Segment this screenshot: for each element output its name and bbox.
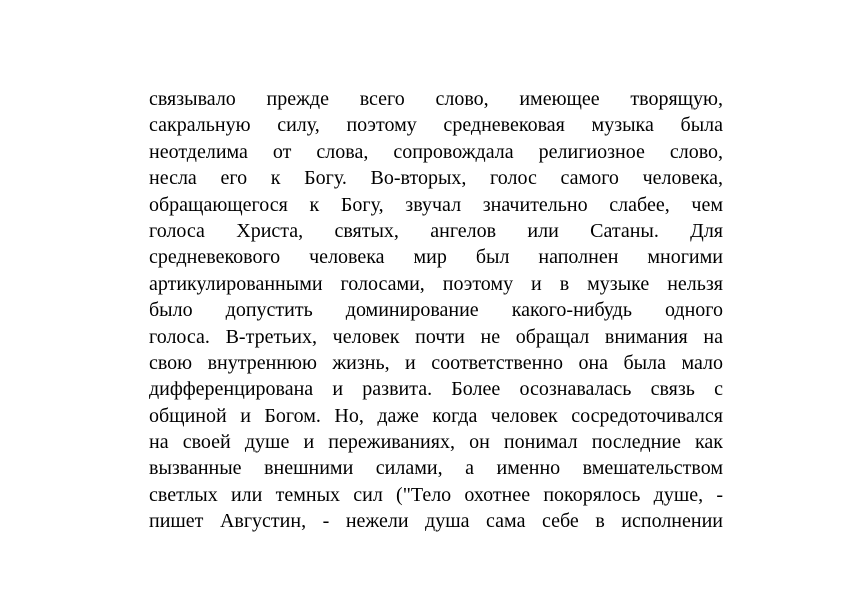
text-line: артикулированными голосами, поэтому и в музыке нельзя [149,272,723,295]
text-line: голоса Христа, святых, ангелов или Сатаны. Для [149,219,723,242]
text-line: свою внутреннюю жизнь, и соответственно она была мало [149,351,723,374]
text-line: светлых или темных сил ("Тело охотнее покорялось душе, - [149,483,723,506]
text-line: средневекового человека мир был наполнен многими [149,246,723,269]
text-line: голоса. В-третьих, человек почти не обращал внимания на [149,325,723,348]
text-line: на своей душе и переживаниях, он понимал последние как [149,431,723,454]
text-line: вызванные внешними силами, а именно вмешательством [149,457,723,480]
text-line: неотделима от слова, сопровождала религиозное слово, [149,140,723,163]
text-line: общиной и Богом. Но, даже когда человек сосредоточивался [149,404,723,427]
text-line: несла его к Богу. Во-вторых, голос самого человека, [149,167,723,190]
text-line: дифференцирована и развита. Более осознавалась связь с [149,378,723,401]
text-line: связывало прежде всего слово, имеющее творящую, [149,88,723,110]
text-line: пишет Августин, - нежели душа сама себе в исполнении [149,510,723,533]
text-line: сакральную силу, поэтому средневековая музыка была [149,114,723,137]
text-line: было допустить доминирование какого-нибудь одного [149,299,723,322]
body-text [149,86,723,535]
text-line: обращающегося к Богу, звучал значительно слабее, чем [149,193,723,216]
